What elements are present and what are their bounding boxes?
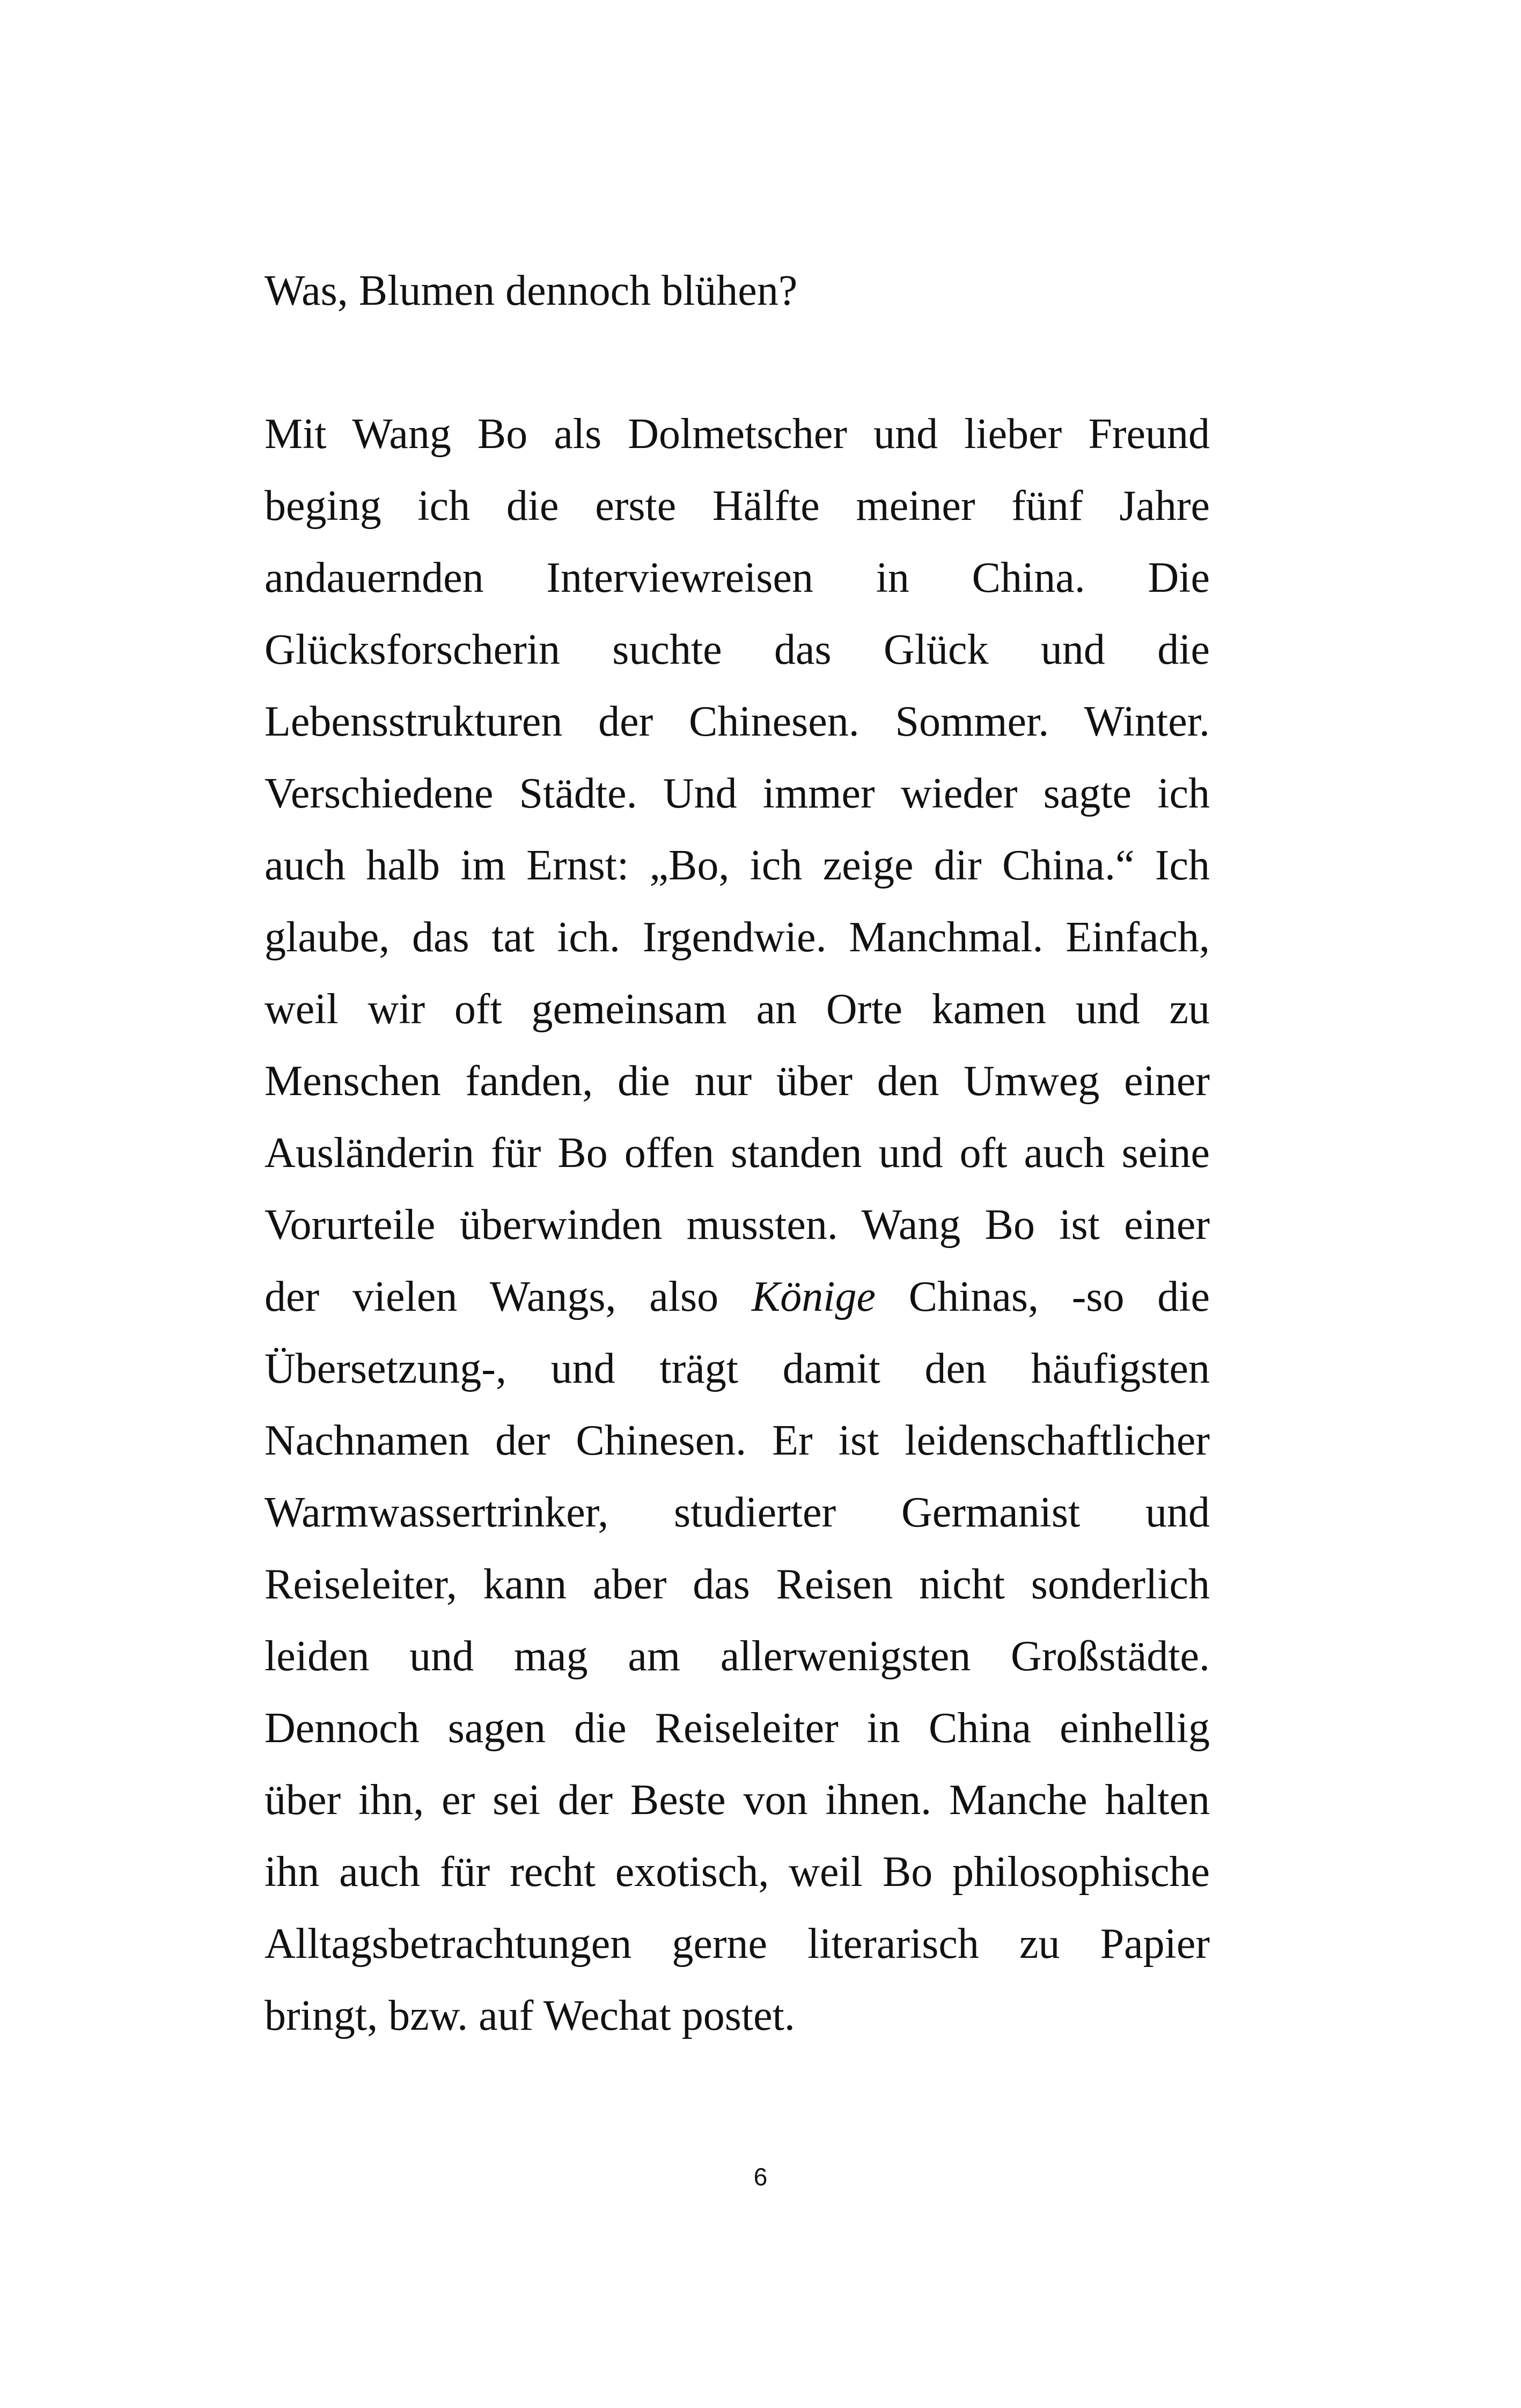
paragraph-line-with-italic	[264, 1261, 1210, 1333]
paragraph-line: beging ich die erste Hälfte meiner fünf Jahre	[264, 482, 1210, 530]
italic-word: Könige	[751, 1273, 876, 1320]
paragraph-line: Warmwassertrinker, studierter Germanist und	[264, 1489, 1210, 1536]
paragraph-line: Nachnamen der Chinesen. Er ist leidenschaftlicher	[264, 1417, 1210, 1464]
paragraph-line: glaube, das tat ich. Irgendwie. Manchmal. Einfach,	[264, 914, 1210, 961]
paragraph-line: Alltagsbetrachtungen gerne literarisch zu Papier	[264, 1920, 1210, 1967]
paragraph-line: Ausländerin für Bo offen standen und oft auch seine	[264, 1129, 1210, 1177]
paragraph-line: andauernden Interviewreisen in China. Die	[264, 554, 1210, 601]
paragraph-line: Lebensstrukturen der Chinesen. Sommer. Winter.	[264, 698, 1210, 745]
paragraph-line: weil wir oft gemeinsam an Orte kamen und zu	[264, 986, 1210, 1033]
main-paragraph	[264, 398, 1210, 2052]
paragraph-line: auch halb im Ernst: „Bo, ich zeige dir China.“ Ich	[264, 842, 1210, 889]
paragraph-last-line: bringt, bzw. auf Wechat postet.	[264, 1992, 795, 2039]
paragraph-line: Reiseleiter, kann aber das Reisen nicht sonderlich	[264, 1561, 1210, 1608]
paragraph-line: Vorurteile überwinden mussten. Wang Bo ist einer	[264, 1201, 1210, 1249]
line-text-after: Chinas, -so die	[908, 1273, 1210, 1320]
paragraph-line: Glücksforscherin suchte das Glück und die	[264, 626, 1210, 673]
page-body	[264, 255, 1210, 2052]
paragraph-line: Übersetzung-, und trägt damit den häufigsten	[264, 1345, 1210, 1392]
page-number: 6	[753, 2163, 768, 2191]
paragraph-line: Dennoch sagen die Reiseleiter in China einhellig	[264, 1705, 1210, 1752]
paragraph-line: ihn auch für recht exotisch, weil Bo philosophische	[264, 1848, 1210, 1896]
line-text-before: der vielen Wangs, also	[264, 1273, 719, 1320]
paragraph-line: über ihn, er sei der Beste von ihnen. Manche halten	[264, 1776, 1210, 1824]
paragraph-line: Mit Wang Bo als Dolmetscher und lieber Freund	[264, 410, 1210, 458]
intro-line: Was, Blumen dennoch blühen?	[264, 267, 798, 314]
paragraph-line: Verschiedene Städte. Und immer wieder sagte ich	[264, 770, 1210, 817]
paragraph-line: Menschen fanden, die nur über den Umweg einer	[264, 1058, 1210, 1105]
paragraph-line: leiden und mag am allerwenigsten Großstädte.	[264, 1633, 1210, 1680]
